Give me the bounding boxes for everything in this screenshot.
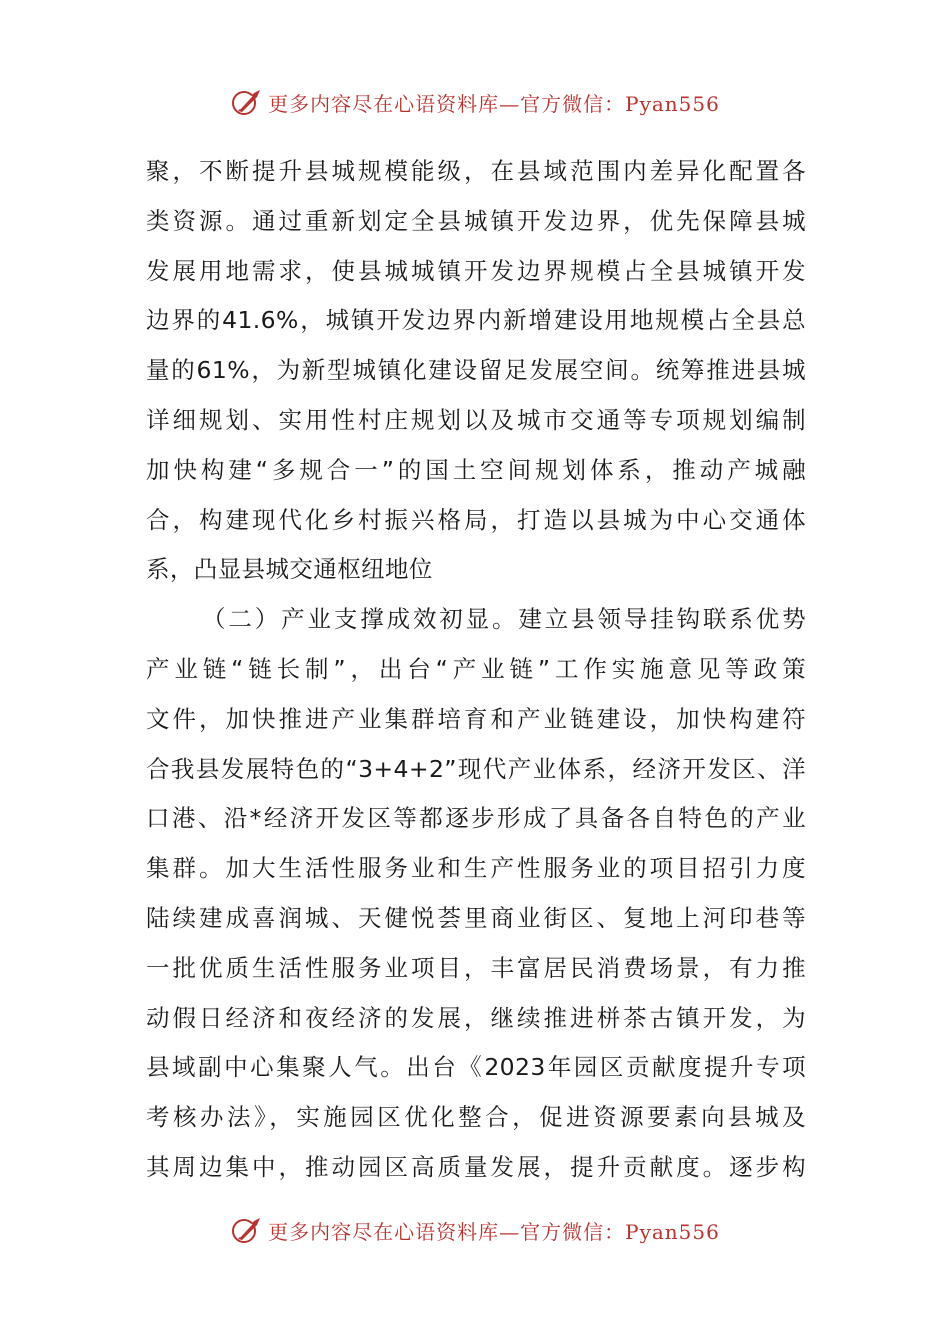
quill-logo-icon	[230, 1215, 264, 1245]
text-line: 考核办法》，实施园区优化整合，促进资源要素向县城及	[146, 1103, 806, 1132]
paragraph-2	[146, 595, 806, 1193]
text-line: 详细规划、实用性村庄规划以及城市交通等专项规划编制	[146, 405, 806, 434]
text-line: 聚，不断提升县城规模能级，在县域范围内差异化配置各	[146, 157, 806, 185]
text-line: 一批优质生活性服务业项目，丰富居民消费场景，有力推	[146, 953, 806, 982]
text-line: 合我县发展特色的“3+4+2”现代产业体系，经济开发区、洋	[146, 754, 806, 783]
text-line: 系，凸显县城交通枢纽地位	[146, 555, 433, 584]
section-heading-line: （二）产业支撑成效初显。建立县领导挂钩联系优势	[202, 605, 806, 634]
text-line: 其周边集中，推动园区高质量发展，提升贡献度。逐步构	[146, 1152, 806, 1181]
text-line: 加快构建“多规合一”的国土空间规划体系，推动产城融	[146, 455, 806, 484]
text-line: 口港、沿*经济开发区等都逐步形成了具备各自特色的产业	[146, 804, 806, 833]
text-line: 产业链“链长制”，出台“产业链”工作实施意见等政策	[146, 654, 806, 683]
header-watermark	[0, 84, 950, 120]
text-line: 类资源。通过重新划定全县城镇开发边界，优先保障县城	[146, 206, 806, 235]
watermark-text: 更多内容尽在心语资料库—官方微信：Pyan556	[268, 91, 720, 116]
quill-logo-icon	[230, 87, 264, 117]
paragraph-1	[146, 147, 806, 595]
text-line: 动假日经济和夜经济的发展，继续推进栟茶古镇开发，为	[146, 1003, 806, 1032]
text-line: 集群。加大生活性服务业和生产性服务业的项目招引力度	[146, 854, 806, 883]
text-line: 发展用地需求，使县城城镇开发边界规模占全县城镇开发	[146, 256, 806, 285]
text-line: 合，构建现代化乡村振兴格局，打造以县城为中心交通体	[146, 505, 806, 534]
text-line: 量的61%，为新型城镇化建设留足发展空间。统筹推进县城	[146, 356, 806, 385]
text-line: 文件，加快推进产业集群培育和产业链建设，加快构建符	[146, 704, 806, 733]
text-line: 陆续建成喜润城、天健悦荟里商业街区、复地上河印巷等	[146, 903, 806, 932]
footer-watermark	[0, 1212, 950, 1248]
text-line: 边界的41.6%，城镇开发边界内新增建设用地规模占全县总	[146, 306, 806, 335]
watermark-text: 更多内容尽在心语资料库—官方微信：Pyan556	[268, 1219, 720, 1244]
text-line: 县域副中心集聚人气。出台《2023年园区贡献度提升专项	[146, 1053, 806, 1082]
document-body	[146, 147, 806, 1193]
